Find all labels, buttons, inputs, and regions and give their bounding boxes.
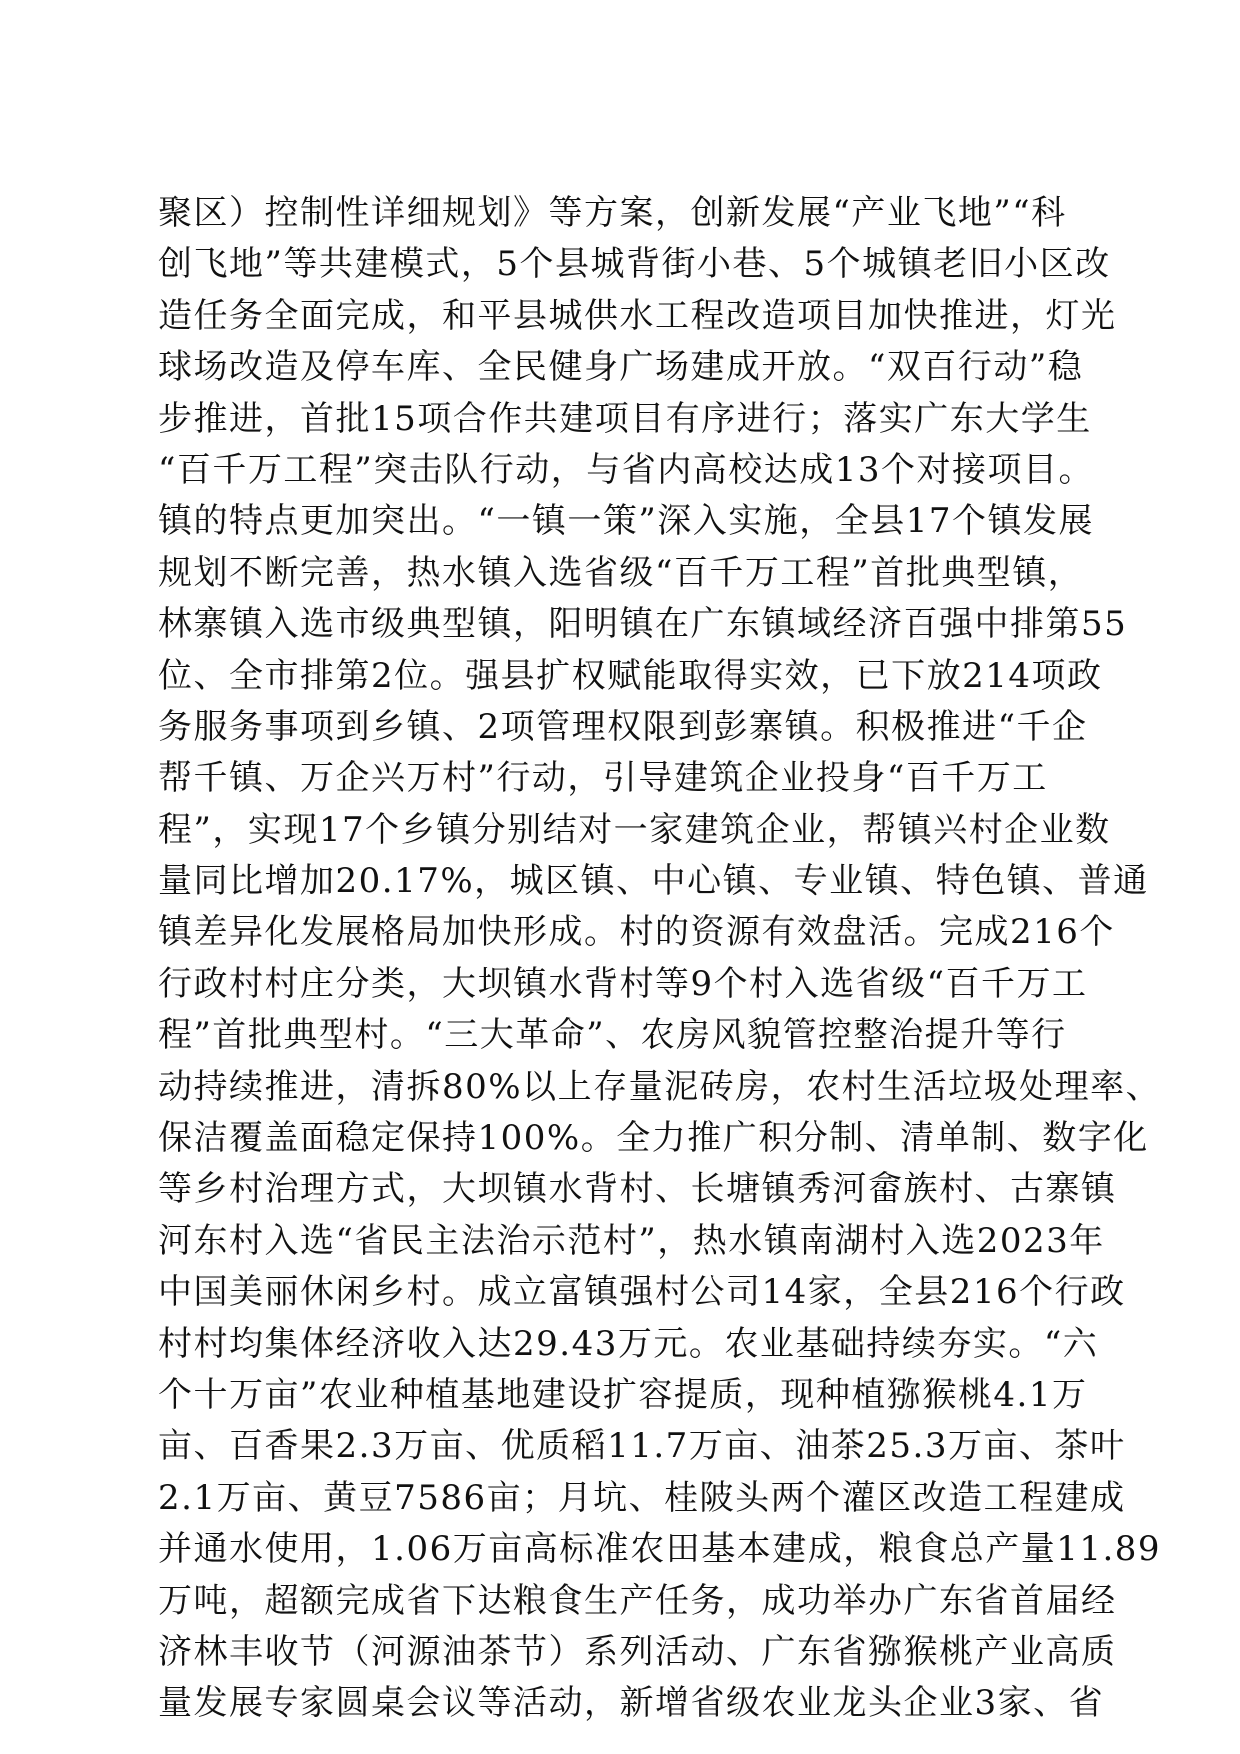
text-line: 中国美丽休闲乡村。成立富镇强村公司14家，全县216个行政 <box>158 1272 1126 1313</box>
text-line: 镇差异化发展格局加快形成。村的资源有效盘活。完成216个 <box>158 912 1115 953</box>
text-line: 务服务事项到乡镇、2项管理权限到彭寨镇。积极推进“千企 <box>158 706 1088 747</box>
text-line: 创飞地”等共建模式，5个县城背街小巷、5个城镇老旧小区改 <box>158 244 1111 285</box>
text-line: 亩、百香果2.3万亩、优质稻11.7万亩、油茶25.3万亩、茶叶 <box>158 1426 1126 1467</box>
text-line: 动持续推进，清拆80%以上存量泥砖房，农村生活垃圾处理率、 <box>158 1066 1162 1107</box>
text-line: 并通水使用，1.06万亩高标准农田基本建成，粮食总产量11.89 <box>158 1529 1162 1570</box>
text-line: “百千万工程”突击队行动，与省内高校达成13个对接项目。 <box>158 449 1095 490</box>
text-line: 万吨，超额完成省下达粮食生产任务，成功举办广东省首届经 <box>158 1580 1117 1621</box>
text-line: 聚区）控制性详细规划》等方案，创新发展“产业飞地”“科 <box>158 193 1067 233</box>
text-line: 等乡村治理方式，大坝镇水背村、长塘镇秀河畲族村、古寨镇 <box>158 1169 1117 1210</box>
text-line: 量发展专家圆桌会议等活动，新增省级农业龙头企业3家、省 <box>158 1683 1105 1724</box>
text-line: 位、全市排第2位。强县扩权赋能取得实效，已下放214项政 <box>158 655 1103 696</box>
text-line: 造任务全面完成，和平县城供水工程改造项目加快推进，灯光 <box>158 295 1117 336</box>
text-line: 林寨镇入选市级典型镇，阳明镇在广东镇域经济百强中排第55 <box>158 604 1128 645</box>
text-line: 村村均集体经济收入达29.43万元。农业基础持续夯实。“六 <box>158 1323 1099 1364</box>
text-line: 河东村入选“省民主法治示范村”，热水镇南湖村入选2023年 <box>158 1220 1105 1261</box>
text-line: 球场改造及停车库、全民健身广场建成开放。“双百行动”稳 <box>158 347 1084 388</box>
text-line: 保洁覆盖面稳定保持100%。全力推广积分制、清单制、数字化 <box>158 1118 1149 1159</box>
text-line: 2.1万亩、黄豆7586亩；月坑、桂陂头两个灌区改造工程建成 <box>158 1477 1126 1518</box>
text-line: 个十万亩”农业种植基地建设扩容提质，现种植猕猴桃4.1万 <box>158 1374 1088 1415</box>
text-line: 帮千镇、万企兴万村”行动，引导建筑企业投身“百千万工 <box>158 758 1048 799</box>
text-line: 量同比增加20.17%，城区镇、中心镇、专业镇、特色镇、普通 <box>158 861 1149 902</box>
text-line: 步推进，首批15项合作共建项目有序进行；落实广东大学生 <box>158 398 1092 439</box>
text-line: 规划不断完善，热水镇入选省级“百千万工程”首批典型镇， <box>158 552 1084 593</box>
body-text <box>158 188 1162 1730</box>
text-line: 程”首批典型村。“三大革命”、农房风貌管控整治提升等行 <box>158 1015 1067 1056</box>
text-line: 行政村村庄分类，大坝镇水背村等9个村入选省级“百千万工 <box>158 963 1088 1004</box>
text-line: 镇的特点更加突出。“一镇一策”深入实施，全县17个镇发展 <box>158 501 1095 542</box>
text-line: 济林丰收节（河源油茶节）系列活动、广东省猕猴桃产业高质 <box>158 1631 1117 1672</box>
text-line: 程”，实现17个乡镇分别结对一家建筑企业，帮镇兴村企业数 <box>158 809 1111 850</box>
